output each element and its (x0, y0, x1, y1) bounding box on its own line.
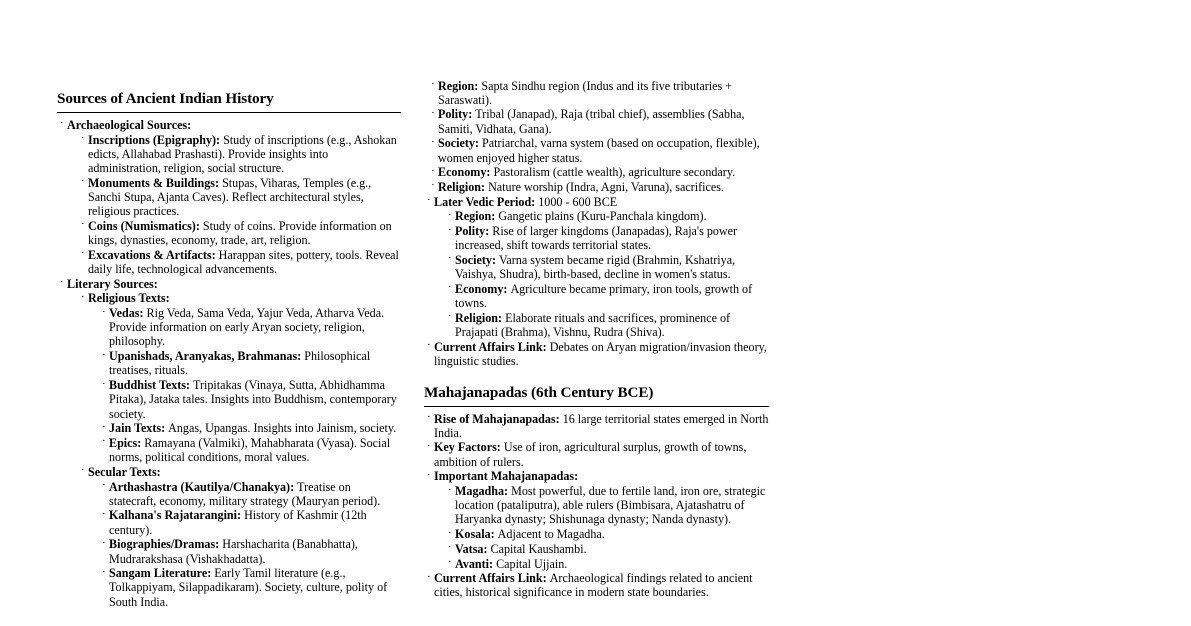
list-item-text: Archaeological findings related to ancient cities, historical significance in modern state boundaries. (434, 571, 753, 600)
bullet-icon: · (102, 479, 106, 492)
list-item-text: Treatise on statecraft, economy, military strategy (Mauryan period). (109, 479, 381, 508)
early-vedic-sublist (431, 79, 769, 195)
list-item-text: Use of iron, agricultural surplus, growth of towns, ambition of rulers. (434, 440, 747, 469)
list-item-lead: Secular Texts: (88, 464, 161, 479)
list-item (102, 349, 401, 377)
bullet-icon: · (81, 218, 85, 231)
list-item-text: Adjacent to Magadha. (497, 527, 605, 542)
list-item-text: Harshacharita (Banabhatta), Mudrarakshasa (Vishakhadatta). (109, 537, 358, 566)
list-item-lead: Rise of Mahajanapadas: (434, 411, 563, 426)
list-item (427, 469, 769, 570)
list-item-lead: Region: (438, 78, 482, 93)
list-item-lead: Important Mahajanapadas: (434, 469, 579, 484)
bullet-icon: · (427, 194, 431, 207)
bullet-icon: · (431, 135, 435, 148)
list-item-lead: Society: (455, 252, 499, 267)
list-item-lead: Society: (438, 136, 482, 151)
list-item-text: Elaborate rituals and sacrifices, prominence of Prajapati (Brahma), Vishnu, Rudra (Shiva). (455, 310, 731, 339)
list-item (81, 176, 401, 219)
bullet-icon: · (81, 175, 85, 188)
list-item-text: Most powerful, due to fertile land, iron ore, strategic location (pataliputra), able rulers (Bimbisara, Ajatashatru of Haryanka dynasty; Shishunaga dynasty; Nanda dynasty). (455, 484, 766, 527)
bullet-icon: · (448, 541, 452, 554)
list-item-text: Tripitakas (Vinaya, Sutta, Abhidhamma Pitaka), Jataka tales. Insights into Buddhism, contemporary society. (109, 378, 397, 421)
list-item (431, 107, 769, 135)
list-item-lead: Polity: (455, 224, 493, 239)
list-item (448, 557, 769, 571)
bullet-icon: · (102, 305, 106, 318)
bullet-icon: · (427, 468, 431, 481)
list-item-text: Patriarchal, varna system (based on occupation, flexible), women enjoyed higher status. (438, 136, 760, 165)
sources-list (60, 118, 401, 609)
bullet-icon: · (448, 310, 452, 323)
bullet-icon: · (102, 348, 106, 361)
list-item (448, 527, 769, 541)
list-item-lead: Vatsa: (455, 541, 491, 556)
bullet-icon: · (431, 78, 435, 90)
list-item (102, 508, 401, 536)
left-column (57, 0, 401, 626)
list-item (427, 79, 769, 195)
list-item-lead: Jain Texts: (109, 421, 169, 436)
page-title: Sources of Ancient Indian History (57, 90, 274, 107)
bullet-icon: · (427, 570, 431, 583)
list-item-lead: Epics: (109, 435, 145, 450)
list-item (81, 248, 401, 276)
bullet-icon: · (81, 247, 85, 260)
list-item (431, 165, 769, 179)
bullet-icon: · (102, 377, 106, 390)
bullet-icon: · (81, 290, 85, 303)
list-item-text: Agriculture became primary, iron tools, growth of towns. (455, 281, 753, 311)
secular-texts-sublist (102, 480, 401, 609)
list-item-lead: Arthashastra (Kautilya/Chanakya): (109, 479, 298, 494)
bullet-icon: · (81, 464, 85, 477)
list-item-text: 1000 - 600 BCE (538, 194, 618, 209)
list-item-text: Capital Kaushambi. (490, 541, 587, 556)
list-item-text: Early Tamil literature (e.g., Tolkappiyam, Silappadikaram). Society, culture, polity of South India. (109, 566, 388, 609)
archaeological-sources-sublist (81, 133, 401, 277)
list-item (102, 566, 401, 609)
list-item (102, 421, 401, 435)
list-item-lead: Literary Sources: (67, 276, 158, 291)
list-item-lead: Religion: (455, 310, 506, 325)
list-item (448, 282, 769, 310)
list-item (448, 253, 769, 281)
bullet-icon: · (427, 339, 431, 352)
list-item (60, 277, 401, 609)
right-column-top-spacer (424, 0, 769, 78)
later-vedic-sublist (448, 209, 769, 339)
bullet-icon: · (431, 106, 435, 119)
list-item (102, 306, 401, 349)
list-item (431, 136, 769, 164)
list-item-text: Debates on Aryan migration/invasion theory, linguistic studies. (434, 339, 767, 368)
left-column-top-spacer (57, 0, 401, 90)
list-item-text: Stupas, Viharas, Temples (e.g., Sanchi Stupa, Ajanta Caves). Reflect architectural styles, religious practices. (88, 175, 372, 219)
important-mahajanapadas-sublist (448, 484, 769, 571)
bullet-icon: · (81, 132, 85, 145)
list-item (427, 195, 769, 340)
bullet-icon: · (431, 179, 435, 192)
bullet-icon: · (448, 208, 452, 221)
bullet-icon: · (448, 223, 452, 236)
bullet-icon: · (102, 565, 106, 578)
list-item-lead: Buddhist Texts: (109, 378, 194, 393)
list-item-lead: Magadha: (455, 484, 512, 499)
list-item-lead: Economy: (438, 165, 494, 180)
list-item-lead: Archaeological Sources: (67, 117, 192, 132)
list-item (427, 440, 769, 468)
religious-texts-sublist (102, 306, 401, 464)
list-item-text: Angas, Upangas. Insights into Jainism, society. (168, 421, 397, 436)
right-column (424, 0, 769, 626)
list-item-lead: Coins (Numismatics): (88, 218, 203, 233)
list-item-text: 16 large territorial states emerged in North India. (434, 411, 769, 440)
list-item (102, 480, 401, 508)
list-item-lead: Biographies/Dramas: (109, 537, 223, 552)
bullet-icon: · (102, 435, 106, 448)
list-item-lead: Religion: (438, 179, 489, 194)
list-item (448, 542, 769, 556)
list-item-lead: Avanti: (455, 556, 497, 571)
list-item (81, 219, 401, 247)
list-item-text: Gangetic plains (Kuru-Panchala kingdom). (498, 209, 707, 224)
list-item-lead: Upanishads, Aranyakas, Brahmanas: (109, 349, 305, 364)
bullet-icon: · (427, 439, 431, 452)
list-item-text: Study of inscriptions (e.g., Ashokan edicts, Allahabad Prashasti). Provide insights into administration, religion, social structure. (88, 132, 397, 176)
mahajanapadas-list (427, 412, 769, 600)
list-item-text: Philosophical treatises, rituals. (109, 349, 371, 378)
list-item-text: Ramayana (Valmiki), Mahabharata (Vyasa). Social norms, political conditions, moral values. (109, 435, 391, 465)
list-item (81, 133, 401, 176)
bullet-icon: · (427, 411, 431, 423)
vedic-period-list (427, 79, 769, 369)
bullet-icon: · (448, 556, 452, 569)
mahajanapadas-title-rule (424, 406, 769, 407)
list-item-text: History of Kashmir (12th century). (109, 508, 367, 537)
list-item (431, 79, 769, 107)
bullet-icon: · (448, 252, 452, 265)
list-item-lead: Economy: (455, 281, 511, 296)
list-item-lead: Region: (455, 209, 499, 224)
list-item-lead: Religious Texts: (88, 291, 170, 306)
list-item-lead: Kosala: (455, 527, 498, 542)
list-item-text: Pastoralism (cattle wealth), agriculture secondary. (493, 165, 736, 180)
list-item (448, 484, 769, 527)
list-item-lead: Kalhana's Rajatarangini: (109, 508, 245, 523)
bullet-icon: · (448, 526, 452, 539)
list-item-lead: Vedas: (109, 306, 147, 321)
bullet-icon: · (448, 281, 452, 294)
list-item-lead: Polity: (438, 107, 476, 122)
list-item-text: Rise of larger kingdoms (Janapadas), Raja's power increased, shift towards territorial states. (455, 224, 738, 253)
list-item-lead: Inscriptions (Epigraphy): (88, 132, 224, 147)
list-item (81, 291, 401, 464)
list-item-lead: Key Factors: (434, 440, 504, 455)
list-item (448, 209, 769, 223)
list-item-text: Study of coins. Provide information on kings, dynasties, economy, trade, art, religion. (88, 218, 392, 248)
list-item-text: Varna system became rigid (Brahmin, Kshatriya, Vaishya, Shudra), birth-based, decline in women's status. (455, 252, 736, 282)
list-item-text: Nature worship (Indra, Agni, Varuna), sacrifices. (488, 179, 724, 194)
mahajanapadas-title: Mahajanapadas (6th Century BCE) (424, 383, 654, 401)
list-item-lead: Sangam Literature: (109, 566, 215, 581)
bullet-icon: · (448, 483, 452, 496)
list-item (60, 118, 401, 276)
bullet-icon: · (102, 536, 106, 549)
bullet-icon: · (431, 164, 435, 177)
section-spacer (424, 369, 769, 384)
list-item (448, 311, 769, 339)
list-item-text: Sapta Sindhu region (Indus and its five tributaries + Saraswati). (438, 78, 733, 107)
list-item (427, 571, 769, 599)
list-item (448, 224, 769, 252)
list-item-lead: Monuments & Buildings: (88, 175, 223, 190)
list-item-lead: Current Affairs Link: (434, 571, 550, 586)
list-item (431, 180, 769, 194)
list-item (81, 465, 401, 609)
bullet-icon: · (102, 420, 106, 433)
list-item (427, 412, 769, 440)
bullet-icon: · (60, 276, 64, 289)
list-item-text: Rig Veda, Sama Veda, Yajur Veda, Atharva Veda. Provide information on early Aryan society, religion, philosophy. (109, 306, 385, 349)
section-title-rule (57, 112, 401, 113)
bullet-icon: · (60, 117, 64, 130)
list-item-text: Tribal (Janapad), Raja (tribal chief), assemblies (Sabha, Samiti, Vidhata, Gana). (438, 107, 745, 136)
list-item (102, 537, 401, 565)
list-item-lead: Later Vedic Period: (434, 194, 539, 209)
list-item (427, 340, 769, 368)
bullet-icon: · (102, 507, 106, 520)
list-item-lead: Excavations & Artifacts: (88, 247, 219, 262)
list-item (102, 378, 401, 421)
list-item-text: Harappan sites, pottery, tools. Reveal daily life, technological advancements. (88, 247, 399, 276)
list-item-lead: Current Affairs Link: (434, 339, 550, 354)
literary-sources-sublist (81, 291, 401, 608)
list-item (102, 436, 401, 464)
list-item-text: Capital Ujjain. (496, 556, 568, 571)
